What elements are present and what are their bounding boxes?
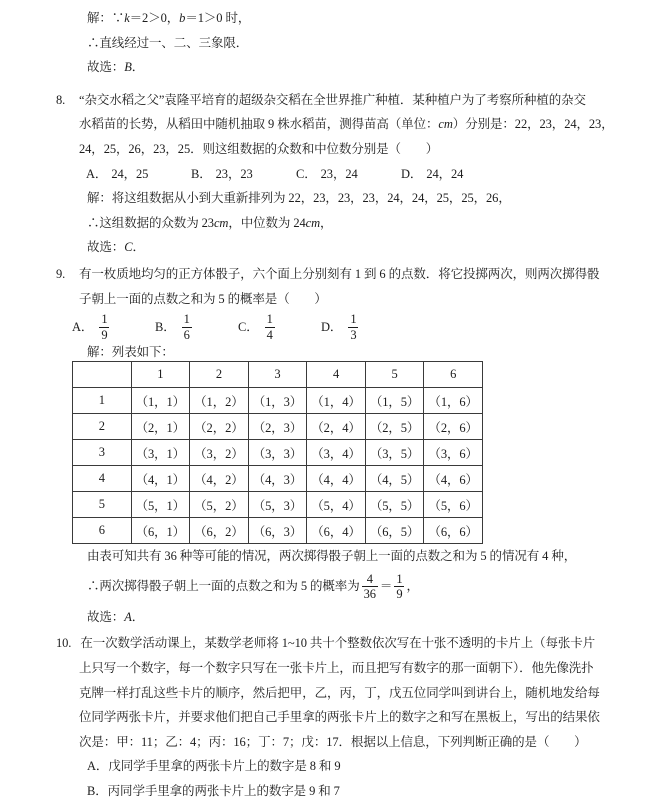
- text-run: ∴两次掷得骰子朝上一面的点数之和为 5 的概率为: [87, 579, 360, 594]
- q10-stem-line-2: [0, 656, 654, 681]
- table-cell: （4，2）: [190, 466, 249, 492]
- text-run: ．: [131, 60, 145, 75]
- table-cell: （6，5）: [365, 518, 424, 544]
- option-label: C．: [296, 166, 317, 181]
- fraction-numerator: 1: [266, 312, 273, 327]
- option-value: 23，23: [215, 166, 253, 181]
- fraction: [348, 312, 358, 342]
- text-run: 故选：: [87, 240, 125, 255]
- text-run: ．: [132, 240, 145, 255]
- q10-stem-line-1: [0, 631, 654, 656]
- table-cell: （5，6）: [424, 492, 483, 518]
- text-run: 次是：甲：11；乙：4；丙：16；丁：7；戊：17．根据以上信息，下列判断正确的是（ ）: [79, 734, 587, 749]
- q10-option-b: [0, 779, 654, 803]
- option-label: A．: [86, 166, 108, 181]
- option-label: C．: [238, 319, 259, 334]
- fraction-numerator: 1: [101, 312, 108, 327]
- option-value: 24，24: [426, 166, 464, 181]
- option-label: D．: [321, 319, 343, 334]
- table-cell: （2，2）: [190, 414, 249, 440]
- table-cell: （2，4）: [307, 414, 366, 440]
- fraction: [394, 572, 404, 602]
- math-variable: b: [179, 11, 186, 25]
- table-header-cell: [73, 362, 132, 388]
- q7-sol-line-1: [0, 6, 654, 31]
- text-run: 由表可知共有 36 种等可能的情况，两次掷得骰子朝上一面的点数之和为 5 的情况有 4 种，: [87, 549, 577, 564]
- q8-answer-line: [0, 235, 654, 260]
- option-item: [86, 162, 191, 187]
- q8-sol-line-1: [0, 186, 654, 211]
- fraction-numerator: 1: [396, 571, 403, 586]
- table-cell: 1: [73, 388, 132, 414]
- text-run: 在一次数学活动课上，某数学老师将 1~10 共十个整数依次写在十张不透明的卡片上（每张卡片: [80, 636, 596, 651]
- table-cell: （2，5）: [365, 414, 424, 440]
- text-run: 水稻苗的长势，从稻田中随机抽取 9 株水稻苗，测得苗高（单位：: [79, 117, 439, 132]
- fraction-denominator: 36: [363, 587, 376, 602]
- option-item: [238, 312, 321, 342]
- table-cell: （1，4）: [307, 388, 366, 414]
- table-row: [73, 414, 483, 440]
- table-row: [73, 518, 483, 544]
- q8-stem-line-1: [0, 88, 654, 113]
- q10-stem-line-3: [0, 681, 654, 706]
- fraction-numerator: 4: [362, 572, 378, 587]
- table-header-cell: 2: [190, 362, 249, 388]
- text-run: 有一枚质地均匀的正方体骰子，六个面上分别刻有 1 到 6 的点数．将它投掷两次，则两次掷得骰: [79, 266, 600, 281]
- q9-sol-intro: [0, 343, 654, 361]
- fraction: [182, 312, 192, 342]
- fraction-denominator: 3: [350, 327, 357, 342]
- option-value: 24，25: [111, 166, 149, 181]
- q10-option-a: [0, 754, 654, 779]
- q9-stem-line-1: [0, 262, 654, 287]
- table-header-cell: 1: [131, 362, 190, 388]
- table-cell: （4，6）: [424, 466, 483, 492]
- fraction: [265, 312, 275, 342]
- table-cell: （6，1）: [131, 518, 190, 544]
- fraction-numerator: 1: [183, 312, 190, 327]
- table-cell: （3，5）: [365, 440, 424, 466]
- table-cell: （5，3）: [248, 492, 307, 518]
- option-label: D．: [401, 166, 423, 181]
- table-cell: （6，3）: [248, 518, 307, 544]
- table-cell: （4，5）: [365, 466, 424, 492]
- table-cell: （3，4）: [307, 440, 366, 466]
- text-run: ）分别是：22，23，24，23，: [452, 117, 614, 132]
- table-cell: （3，3）: [248, 440, 307, 466]
- text-run: “杂交水稻之父”袁隆平培育的超级杂交稻在全世界推广种植．某种植户为了考察所种植的杂交: [79, 92, 586, 107]
- text-run: 故选：: [87, 60, 125, 75]
- q8-stem-line-2: [0, 112, 654, 137]
- option-label: B．: [191, 166, 212, 181]
- q7-answer-line: [0, 55, 654, 80]
- math-variable: B: [124, 60, 132, 75]
- q9-answer-line: [0, 605, 654, 630]
- fraction-denominator: 6: [183, 327, 190, 342]
- table-row: [73, 388, 483, 414]
- text-run: ．: [131, 609, 145, 624]
- table-cell: 2: [73, 414, 132, 440]
- table-cell: （4，1）: [131, 466, 190, 492]
- table-row: [73, 492, 483, 518]
- table-cell: （6，6）: [424, 518, 483, 544]
- q8-options: [0, 162, 654, 187]
- math-variable: cm: [305, 215, 321, 230]
- table-cell: （2，6）: [424, 414, 483, 440]
- q8-stem-line-3: [0, 137, 654, 162]
- text-run: 24，25，26，23，25．则这组数据的众数和中位数分别是（ ）: [79, 141, 439, 156]
- question-number: 8.: [56, 92, 66, 107]
- table-cell: （2，3）: [248, 414, 307, 440]
- table-header-cell: 5: [365, 362, 424, 388]
- option-item: [321, 312, 404, 342]
- math-variable: cm: [213, 215, 229, 230]
- text-run: ＝1＞0 时，: [185, 11, 251, 25]
- math-variable: C: [124, 240, 133, 255]
- table-cell: （1，5）: [365, 388, 424, 414]
- table-cell: （5，5）: [365, 492, 424, 518]
- option-item: [72, 312, 155, 342]
- q7-sol-line-2: [0, 31, 654, 56]
- q8-sol-line-2: [0, 211, 654, 236]
- option-value: 23，24: [320, 166, 358, 181]
- option-item: [191, 162, 296, 187]
- q9-outcome-table: [72, 361, 483, 544]
- text-run: 克牌一样打乱这些卡片的顺序，然后把甲，乙，丙，丁，戊五位同学叫到讲台上，随机地发给每: [79, 685, 600, 700]
- table-row: [73, 466, 483, 492]
- fraction-denominator: 9: [396, 587, 403, 602]
- option-label: A．: [72, 319, 94, 334]
- text-run: 位同学两张卡片，并要求他们把自己手里拿的两张卡片上的数字之和写在黑板上，写出的结果依: [79, 710, 600, 725]
- q10-stem-line-4: [0, 705, 654, 730]
- text-run: ，中位数为 24: [228, 215, 306, 230]
- table-header-cell: 4: [307, 362, 366, 388]
- fraction-numerator: 1: [350, 312, 357, 327]
- table-header-cell: 6: [424, 362, 483, 388]
- text-run: 子朝上一面的点数之和为 5 的概率是（ ）: [79, 291, 327, 306]
- table-cell: （3，1）: [131, 440, 190, 466]
- text-run: 解：将这组数据从小到大重新排列为 22，23，23，23，24，24，25，25，26，: [87, 191, 511, 206]
- table-cell: （1，1）: [131, 388, 190, 414]
- math-variable: A: [124, 609, 132, 624]
- table-cell: 3: [73, 440, 132, 466]
- table-row: [73, 440, 483, 466]
- table-header-cell: 3: [248, 362, 307, 388]
- option-item: [155, 312, 238, 342]
- text-run: ，: [320, 215, 333, 230]
- table-cell: 5: [73, 492, 132, 518]
- text-run: 上只写一个数字，每一个数字只写在一张卡片上，而且把写有数字的那一面朝下）．他先像洗扑: [79, 660, 594, 675]
- table-cell: （6，4）: [307, 518, 366, 544]
- table-cell: （1，2）: [190, 388, 249, 414]
- table-cell: （6，2）: [190, 518, 249, 544]
- table-header-row: [73, 362, 483, 388]
- table-cell: 6: [73, 518, 132, 544]
- table-cell: （5，4）: [307, 492, 366, 518]
- math-variable: k: [124, 11, 130, 25]
- table-cell: （3，6）: [424, 440, 483, 466]
- table-cell: （1，6）: [424, 388, 483, 414]
- text-run: ＝2＞0，: [129, 11, 180, 25]
- text-run: 解：列表如下：: [87, 345, 174, 360]
- fraction-denominator: 9: [101, 327, 108, 342]
- option-item: [296, 162, 401, 187]
- table-cell: （4，3）: [248, 466, 307, 492]
- option-item: [401, 162, 506, 187]
- question-number: 9.: [56, 266, 66, 281]
- fraction-denominator: 4: [266, 327, 273, 342]
- text-run: ，: [406, 579, 419, 594]
- text-run: A．戊同学手里拿的两张卡片上的数字是 8 和 9: [87, 759, 341, 774]
- table-cell: （2，1）: [131, 414, 190, 440]
- q10-stem-line-5: [0, 730, 654, 755]
- table-cell: （4，4）: [307, 466, 366, 492]
- math-variable: cm: [438, 117, 453, 132]
- q9-sol-line-1: [0, 544, 654, 569]
- text-run: ∴直线经过一、二、三象限．: [87, 35, 249, 50]
- question-number: 10.: [56, 636, 72, 651]
- table-cell: （5，1）: [131, 492, 190, 518]
- text-run: B．丙同学手里拿的两张卡片上的数字是 9 和 7: [87, 783, 340, 798]
- q9-stem-line-2: [0, 287, 654, 312]
- text-run: 故选：: [87, 609, 125, 624]
- q9-options: [0, 311, 654, 343]
- table-cell: 4: [73, 466, 132, 492]
- option-label: B．: [155, 319, 176, 334]
- text-run: 解：∵: [87, 11, 125, 25]
- text-run: ∴这组数据的众数为 23: [87, 215, 214, 230]
- text-run: ＝: [379, 579, 393, 594]
- table-cell: （1，3）: [248, 388, 307, 414]
- table-cell: （5，2）: [190, 492, 249, 518]
- fraction: [362, 572, 378, 602]
- q9-sol-line-2: [0, 569, 654, 605]
- table-cell: （3，2）: [190, 440, 249, 466]
- fraction: [99, 312, 109, 342]
